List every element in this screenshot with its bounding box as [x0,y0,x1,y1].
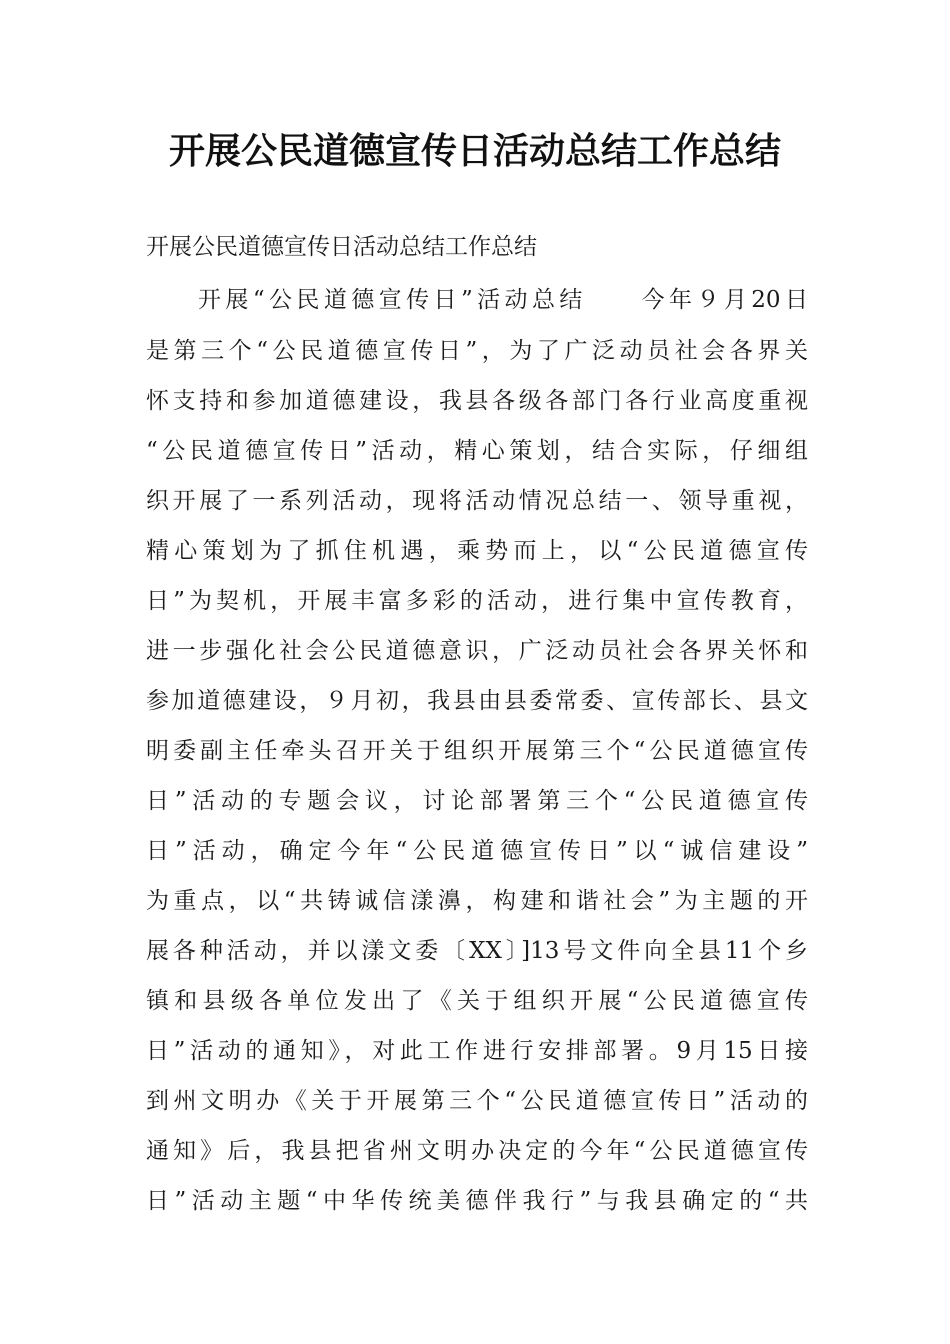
body-line-1: 开展“公民道德宣传日”活动总结 今年９月20日 [198,287,808,313]
body-line-12: 日”活动，确定今年“公民道德宣传日”以“诚信建设” [146,838,808,864]
body-line-8: 进一步强化社会公民道德意识，广泛动员社会各界关怀和 [146,638,808,664]
body-line-5: 织开展了一系列活动，现将活动情况总结一、领导重视， [146,488,808,514]
body-line-11: 日”活动的专题会议，讨论部署第三个“公民道德宣传 [146,788,808,814]
body-line-2: 是第三个“公民道德宣传日”，为了广泛动员社会各界关 [146,338,808,364]
body-line-3: 怀支持和参加道德建设，我县各级各部门各行业高度重视 [146,388,808,414]
body-line-13: 为重点，以“共铸诚信漾濞，构建和谐社会”为主题的开 [146,888,808,914]
document-title: 开展公民道德宣传日活动总结工作总结 [168,131,781,172]
body-line-7: 日”为契机，开展丰富多彩的活动，进行集中宣传教育， [146,588,808,614]
body-line-19: 日”活动主题“中华传统美德伴我行”与我县确定的“共 [146,1188,808,1214]
body-line-14: 展各种活动，并以漾文委〔XX〕]13号文件向全县11个乡 [146,938,808,964]
body-line-18: 通知》后，我县把省州文明办决定的今年“公民道德宣传 [146,1138,808,1164]
document-subtitle: 开展公民道德宣传日活动总结工作总结 [146,234,537,260]
body-line-9: 参加道德建设，９月初，我县由县委常委、宣传部长、县文 [146,688,808,714]
body-line-16: 日”活动的通知》，对此工作进行安排部署。9月15日接 [146,1038,808,1064]
body-line-10: 明委副主任牵头召开关于组织开展第三个“公民道德宣传 [146,738,808,764]
body-line-4: “公民道德宣传日”活动，精心策划，结合实际，仔细组 [146,438,808,464]
body-line-15: 镇和县级各单位发出了《关于组织开展“公民道德宣传 [146,988,808,1014]
body-line-17: 到州文明办《关于开展第三个“公民道德宣传日”活动的 [146,1088,808,1114]
body-line-6: 精心策划为了抓住机遇，乘势而上，以“公民道德宣传 [146,538,808,564]
